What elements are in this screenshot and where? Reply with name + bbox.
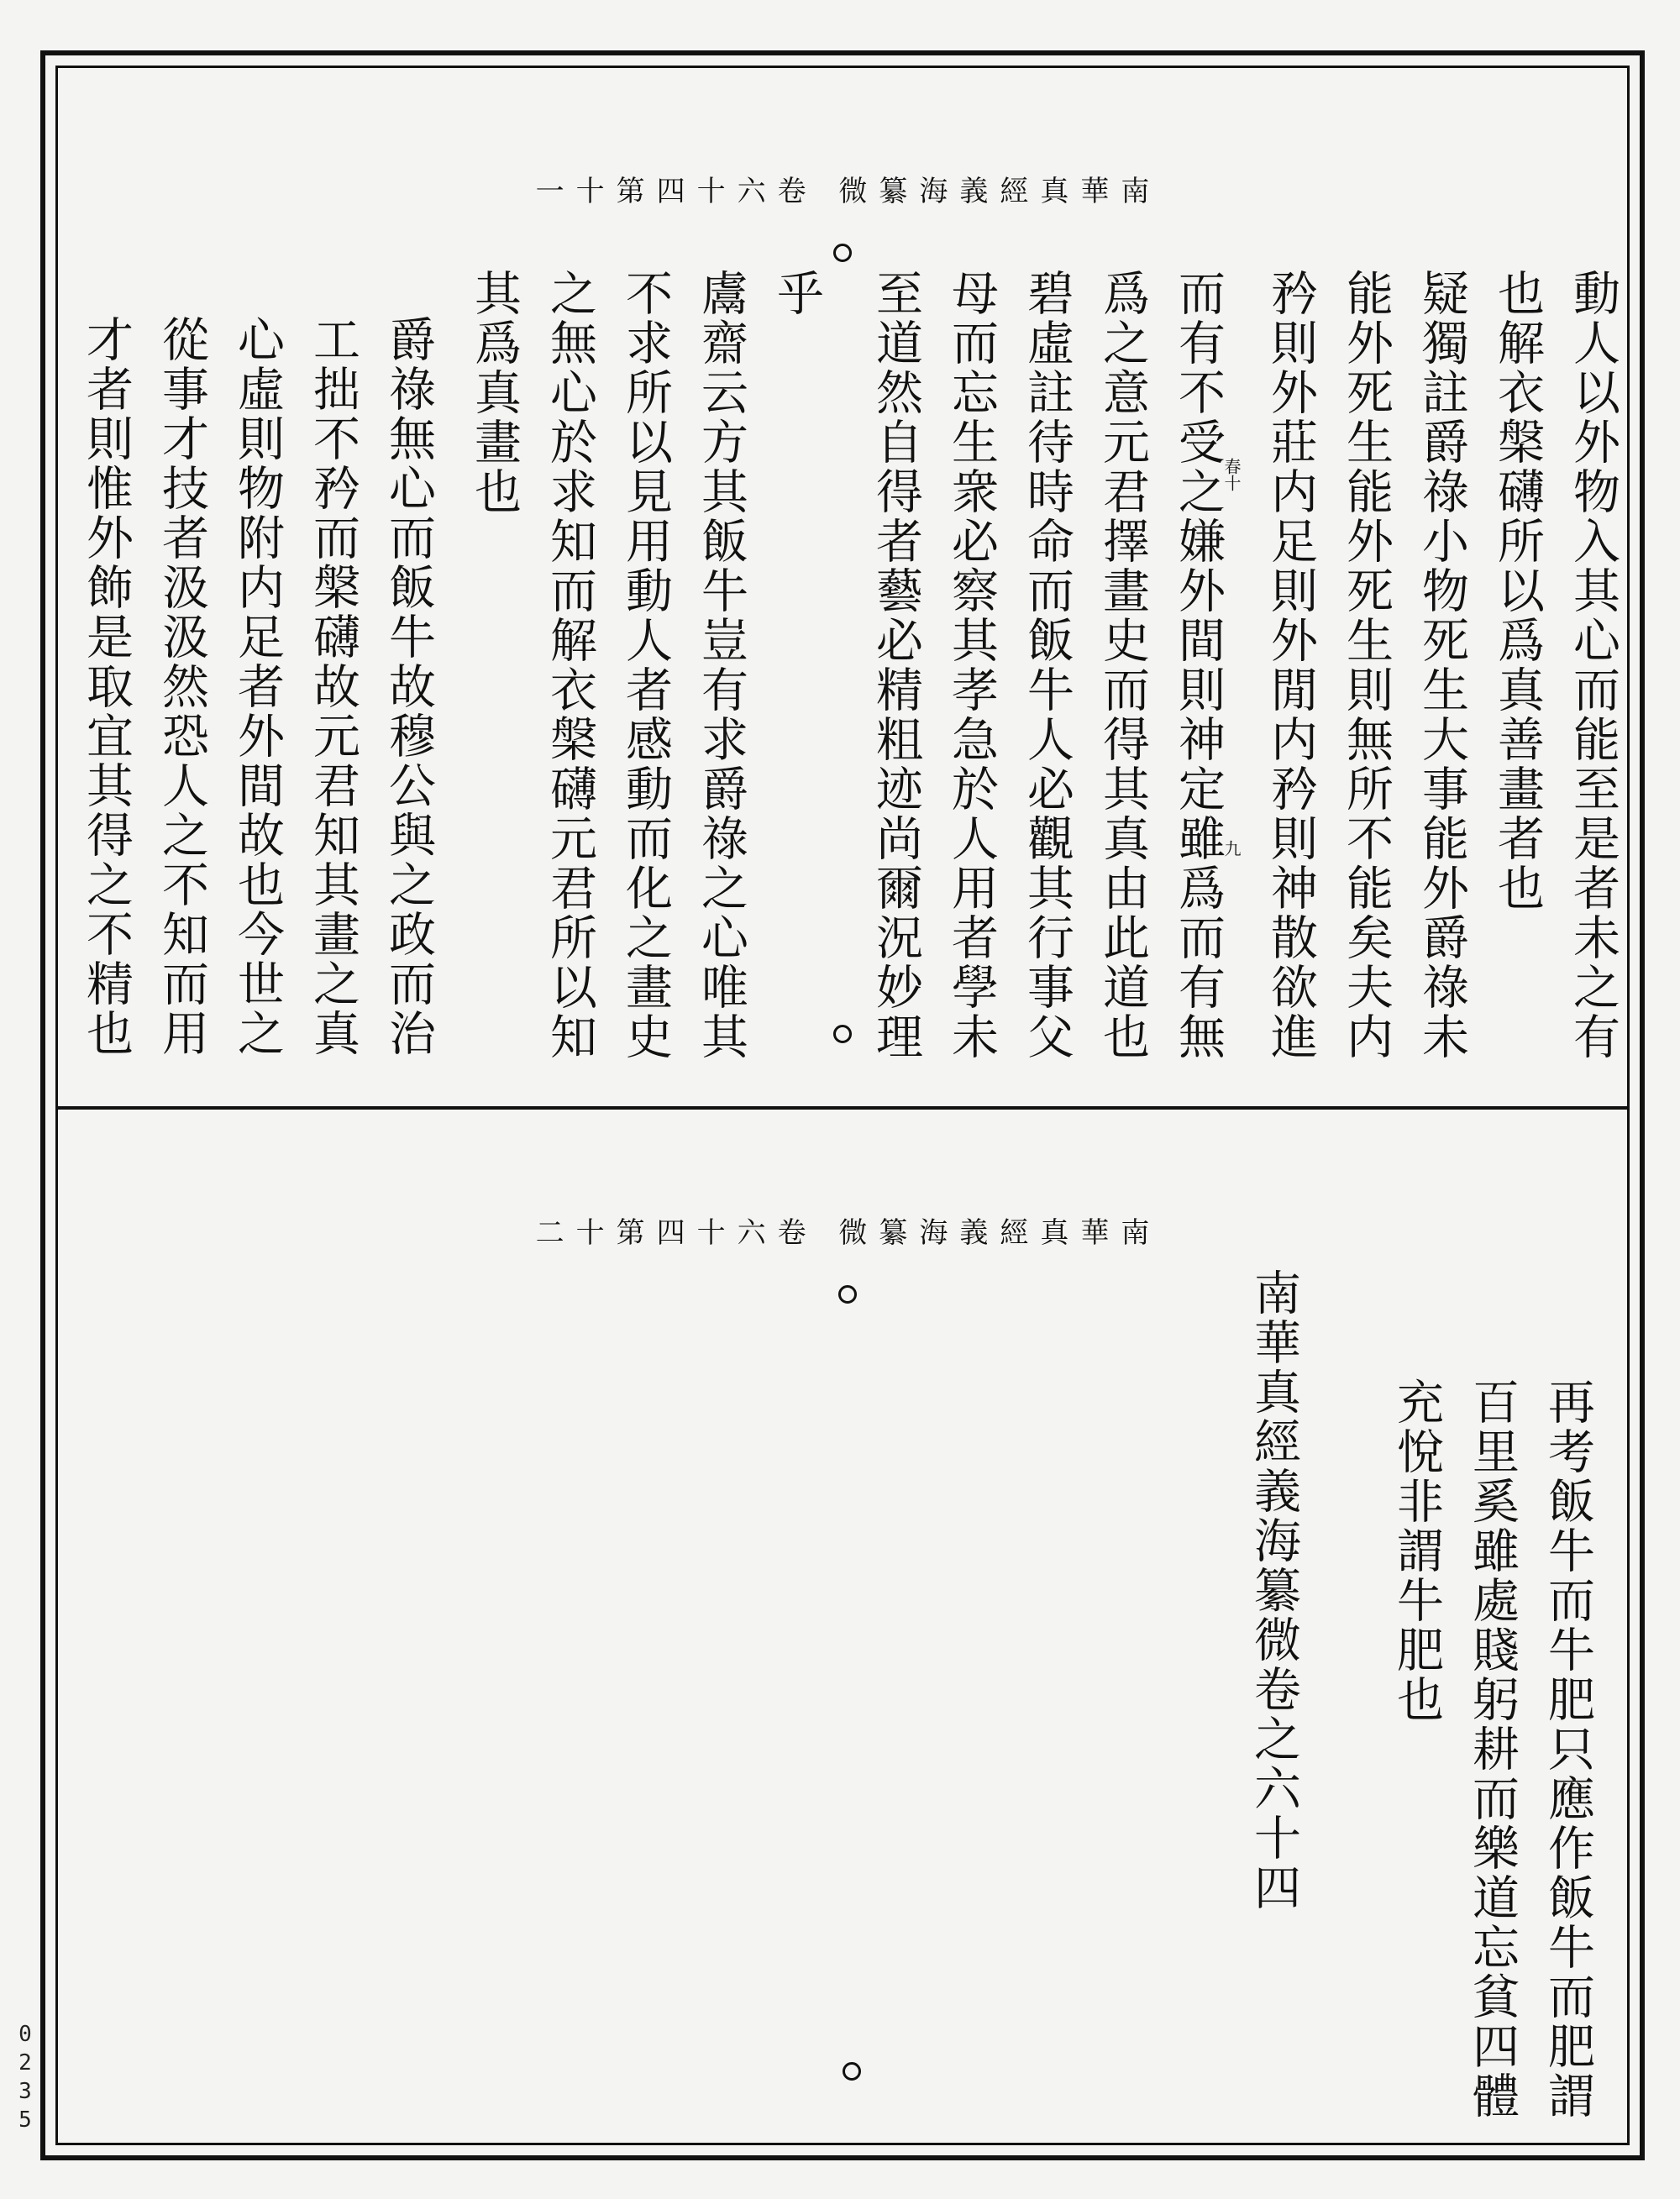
text-column: 再考飯牛而牛肥只應作飯牛而肥謂 <box>1541 1378 1595 2121</box>
binding-hole-mark <box>843 2062 861 2081</box>
text-column: 動人以外物入其心而能至是者未之有 <box>1566 269 1620 1062</box>
text-column: 也解衣槃礴所以爲真善畫者也 <box>1490 269 1545 913</box>
text-column: 百里奚雖處賤躬耕而樂道忘貧四體 <box>1465 1378 1520 2121</box>
binding-hole-mark <box>833 244 852 262</box>
text-column: 其爲真畫也 <box>467 269 522 517</box>
text-column: 碧虛註待時命而飯牛人必觀其行事父 <box>1020 269 1074 1062</box>
text-column: 至道然自得者藝必精粗迹尚爾況妙理 <box>869 269 923 1062</box>
text-column: 母而忘生衆必察其孝急於人用者學未 <box>944 269 999 1062</box>
text-column: 從事才技者汲汲然恐人之不知而用 <box>155 315 209 1058</box>
text-column: 疑獨註爵祿小物死生大事能外爵祿未 <box>1415 269 1469 1062</box>
text-column: 充悅非謂牛肥也 <box>1389 1378 1444 1724</box>
text-column: 工拙不矜而槃礴故元君知其畫之真 <box>306 315 360 1058</box>
text-column: 才者則惟外飾是取宜其得之不精也 <box>79 315 134 1058</box>
text-column: 能外死生能外死生則無所不能矣夫内 <box>1339 269 1394 1062</box>
text-column: 之無心於求知而解衣槃礴元君所以知 <box>543 269 597 1062</box>
text-column: 鬳齋云方其飯牛豈有求爵祿之心唯其 <box>694 269 748 1062</box>
text-column: 矜則外莊内足則外閒内矜則神散欲進 <box>1263 269 1318 1062</box>
page-divider <box>55 1106 1630 1110</box>
text-column: 而有不受之嫌外間則神定雖爲而有無 <box>1171 269 1226 1062</box>
page-number: 0 2 3 5 <box>18 2022 32 2133</box>
text-column: 乎 <box>769 269 824 318</box>
marginal-note: 春十 <box>1221 458 1242 491</box>
chapter-end-title: 南華真經義海纂微卷之六十四 <box>1247 1268 1301 1913</box>
text-column: 不求所以見用動人者感動而化之畫史 <box>618 269 673 1062</box>
marginal-note: 九 <box>1221 840 1242 857</box>
running-header-bottom: 南華真經義海纂微 卷六十四第十二 <box>535 1216 1162 1250</box>
binding-hole-mark <box>833 1025 852 1043</box>
running-header-top: 南華真經義海纂微 卷六十四第十一 <box>535 175 1162 208</box>
binding-hole-mark <box>838 1285 857 1304</box>
text-column: 心虛則物附内足者外間故也今世之 <box>230 315 285 1058</box>
text-column: 爲之意元君擇畫史而得其真由此道也 <box>1095 269 1150 1062</box>
text-column: 爵祿無心而飯牛故穆公與之政而治 <box>381 315 436 1058</box>
